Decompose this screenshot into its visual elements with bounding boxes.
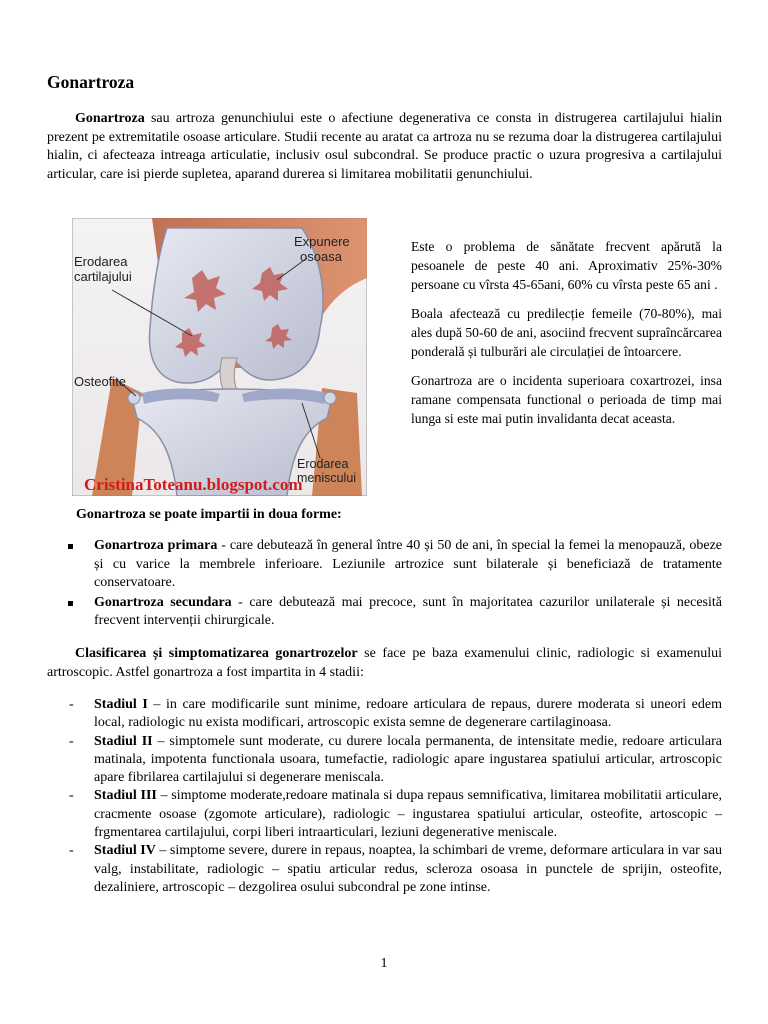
right-column	[411, 237, 722, 438]
forms-list	[65, 537, 722, 632]
stage-text: – simptome severe, durere in repaus, noaptea, la schimbari de vreme, deformare articulara in var sau valg, instabilitate, radiologic – spatiu articular redus, scleroza osoasa in punctele de sprijin, osteofite, dezaliniere, artroscopic – dezgolirea osului subcondral pe zone intinse.	[94, 843, 723, 895]
stages-list	[65, 696, 722, 897]
bullet-square-icon	[68, 601, 73, 606]
knee-illustration	[72, 218, 367, 496]
watermark-text: CristinaToteanu.blogspot.com	[84, 475, 303, 494]
list-item	[65, 696, 722, 733]
dash-marker: -	[69, 733, 74, 749]
page-number: 1	[380, 956, 388, 971]
stage-term: Stadiul II	[94, 733, 153, 749]
stage-term: Stadiul I	[94, 697, 148, 712]
right-paragraph-3: Gonartroza are o incidenta superioara coxartrozei, insa ramane compensata functional o perioada de timp mai lunga si este mai putin invalidanta decat aceasta.	[411, 373, 722, 426]
list-item	[65, 594, 722, 631]
label-osteophytes: Osteofite	[74, 374, 127, 389]
dash-marker: -	[69, 788, 74, 804]
right-paragraph-1: Este o problema de sănătate frecvent apărută la pesoanele de peste 40 ani. Aproximativ 25%-30% persoane cu vîrsta 45-65ani, 60% cu vîrsta peste 65 ani .	[411, 239, 722, 292]
list-item	[65, 787, 722, 842]
label-meniscus-erosion: Erodarea meniscului	[297, 457, 357, 485]
bullet-square-icon	[68, 544, 73, 549]
classification-text: se face pe baza examenului clinic, radiologic si examenului artroscopic. Astfel gonartroza a fost impartita in 4 stadii:	[47, 646, 723, 680]
stage-text: – in care modificarile sunt minime, redoare articulara de repaus, durere moderata si uneori edem local, radiologic nu exista modificari, artroscopic exista semne de degenerare cartilaginoasa.	[94, 697, 722, 731]
classification-paragraph	[47, 645, 722, 682]
label-bone-exposure: Expunere osoasa	[294, 234, 350, 264]
classification-term: Clasificarea și simptomatizarea gonartrozelor	[75, 646, 358, 661]
stage-text: – simptomele sunt moderate, cu durere locala permanenta, de intensitate medie, redoare articulara matinala, impotenta functionala usoara, tumefactie, radiologic apare ingustarea spatiului articular, artroscopic apare fibrilarea cartilajului si degenerare meniscala.	[94, 733, 723, 786]
list-item	[65, 842, 722, 897]
forms-heading: Gonartroza se poate impartii in doua forme:	[76, 507, 342, 522]
stage-term: Stadiul III	[94, 788, 157, 804]
page-title: Gonartroza	[47, 72, 135, 92]
dash-marker: -	[69, 697, 74, 712]
intro-term: Gonartroza	[75, 111, 145, 126]
form-text: - care debutează mai precoce, sunt în majoritatea cazurilor unilaterale și necesită frecvent intervenții chirurgicale.	[94, 594, 722, 628]
right-paragraph-2: Boala afectează cu predilecție femeile (70-80%), mai ales după 50-60 de ani, asociind frecvent supraîncărcarea ponderală și tulburări ale circulației de întoarcere.	[411, 306, 722, 359]
dash-marker: -	[69, 843, 74, 859]
form-term: Gonartroza secundara	[94, 594, 232, 610]
form-text: - care debutează în general între 40 și 50 de ani, în special la femei la menopauză, obeze și cu varice la membrele inferioare. Leziunile artrozice sunt bilaterale și beneficiază de tratamente conservatoare.	[94, 538, 722, 590]
label-cartilage-erosion: Erodarea cartilajului	[74, 254, 132, 284]
stage-term: Stadiul IV	[94, 843, 156, 859]
form-term: Gonartroza primara	[94, 538, 218, 553]
list-item	[65, 733, 722, 788]
list-item	[65, 537, 722, 593]
intro-text: sau artroza genunchiului este o afectiune degenerativa ce consta in distrugerea cartilajului hialin prezent pe extremitatile osoase articulare. Studii recente au aratat ca artroza nu se rezuma doar la distrugerea cartilajului hialin, ci afecteaza intreaga articulatie, inclusiv osul subcondral. Se produce practic o uzura progresiva a cartilajului articular, care isi pierde supletea, aparand durerea si limitarea mobilitatii genunchiului.	[47, 111, 722, 182]
knee-illustration-graphic	[72, 218, 367, 496]
intro-paragraph	[47, 110, 722, 184]
stage-text: – simptome moderate,redoare matinala si dupa repaus semnificativa, limitarea mobilitatii articulare, cracmente osoase (zgomote articulare), radiologic – ingustarea spatiului articular, osteofite, artoscopic – frgmentarea cartilajului, corpi liberi intraarticulari, leziuni degenerative meniscale.	[94, 788, 722, 841]
